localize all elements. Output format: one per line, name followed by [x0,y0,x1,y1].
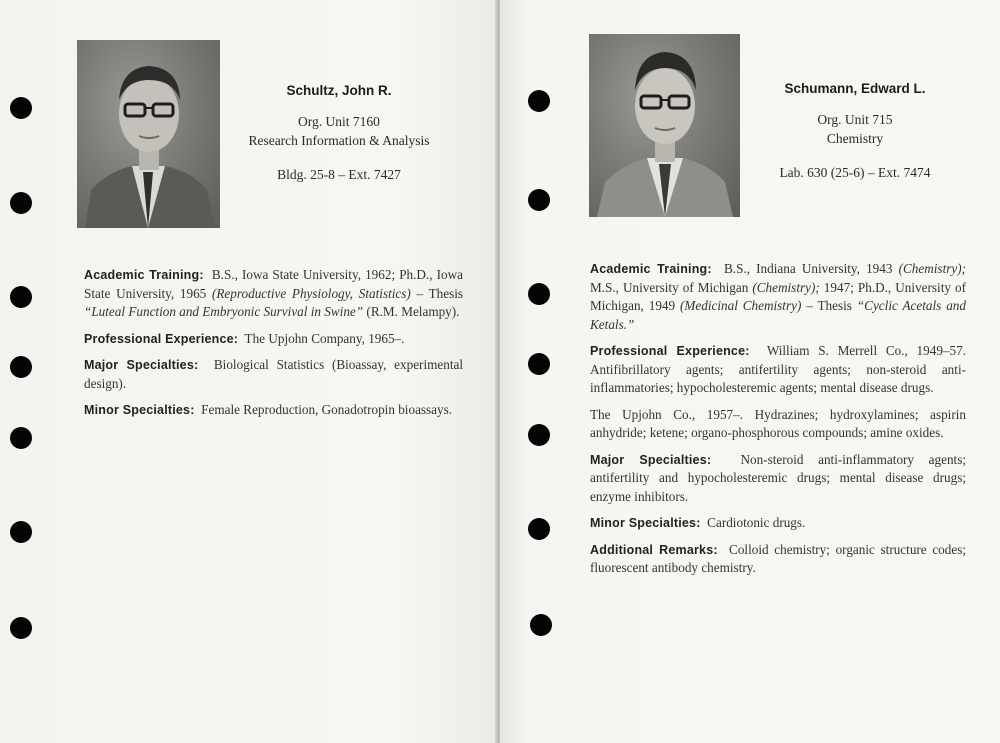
profile-header [750,81,960,182]
academic-training: Academic Training: B.S., Indiana University, 1943 (Chemistry); M.S., University of Michigan (Chemistry); 1947; Ph.D., University of Michigan, 1949 (Medicinal Chemistry) – Thesis “Cyclic Acetals and Ketals.” [590,261,966,332]
section-label: Professional Experience: [590,344,750,358]
binder-hole [528,189,550,211]
section-label: Major Specialties: [84,358,199,372]
section-label: Major Specialties: [590,452,712,467]
section-label: Minor Specialties: [84,403,195,417]
portrait-photo [77,40,220,228]
person-name: Schumann, Edward L. [784,81,926,96]
section-label: Professional Experience: [84,331,239,346]
binder-hole [10,97,32,119]
binder-hole [528,424,550,446]
section-label: Additional Remarks: [590,542,718,557]
binder-hole [10,521,32,543]
binder-hole [10,617,32,639]
additional-remarks: Additional Remarks: Colloid chemistry; organic structure codes; fluorescent antibody chemistry. [590,541,967,575]
location: Bldg. 25-8 – Ext. 7427 [277,167,401,182]
org-unit: Org. Unit 7160 [298,114,380,129]
section-label: Academic Training: [84,268,204,282]
department: Research Information & Analysis [248,133,430,148]
person-name: Schultz, John R. [286,83,392,98]
right-page [500,0,1000,743]
major-specialties: Major Specialties: Biological Statistics (Bioassay, experimental design). [84,357,463,391]
professional-experience: Professional Experience: William S. Merrell Co., 1949–57. Antifibrillatory agents; antifertility agents; non-steroid anti-inflammatories; hypocholesteremic agents; mental disease drugs. [590,343,967,395]
academic-training: Academic Training: B.S., Iowa State University, 1962; Ph.D., Iowa State University, 1965 (Reproductive Physiology, Statistics) – Thesis “Luteal Function and Embryonic Survival in Swine” (R.M. Melampy). [84,267,463,319]
section-label: Academic Training: [590,262,712,276]
binder-hole [10,356,32,378]
professional-experience-cont: The Upjohn Co., 1957–. Hydrazines; hydroxylamines; aspirin anhydride; ketene; organo-phosphorous compounds; amine oxides. [590,406,966,440]
major-specialties: Major Specialties: Non-steroid anti-inflammatory agents; antifertility and hypocholesteremic drugs; mental disease drugs; enzyme inhibitors. [590,451,967,504]
professional-experience: Professional Experience: The Upjohn Company, 1965–. [84,330,405,346]
profile-body [590,260,966,586]
location: Lab. 630 (25-6) – Ext. 7474 [779,165,931,180]
left-page [0,0,497,743]
binder-hole [10,286,32,308]
profile-body [84,266,463,428]
minor-specialties: Minor Specialties: Cardiotonic drugs. [590,515,806,530]
binder-hole [10,192,32,214]
binder-hole [530,614,552,636]
department: Chemistry [826,131,884,146]
binder-hole [528,283,550,305]
minor-specialties: Minor Specialties: Female Reproduction, Gonadotropin bioassays. [84,402,453,417]
binder-hole [10,427,32,449]
org-unit: Org. Unit 715 [817,112,893,127]
profile-header [228,83,450,184]
section-label: Minor Specialties: [590,516,701,530]
binder-hole [528,518,550,540]
binder-hole [528,90,550,112]
portrait-photo [589,34,740,217]
binder-hole [528,353,550,375]
